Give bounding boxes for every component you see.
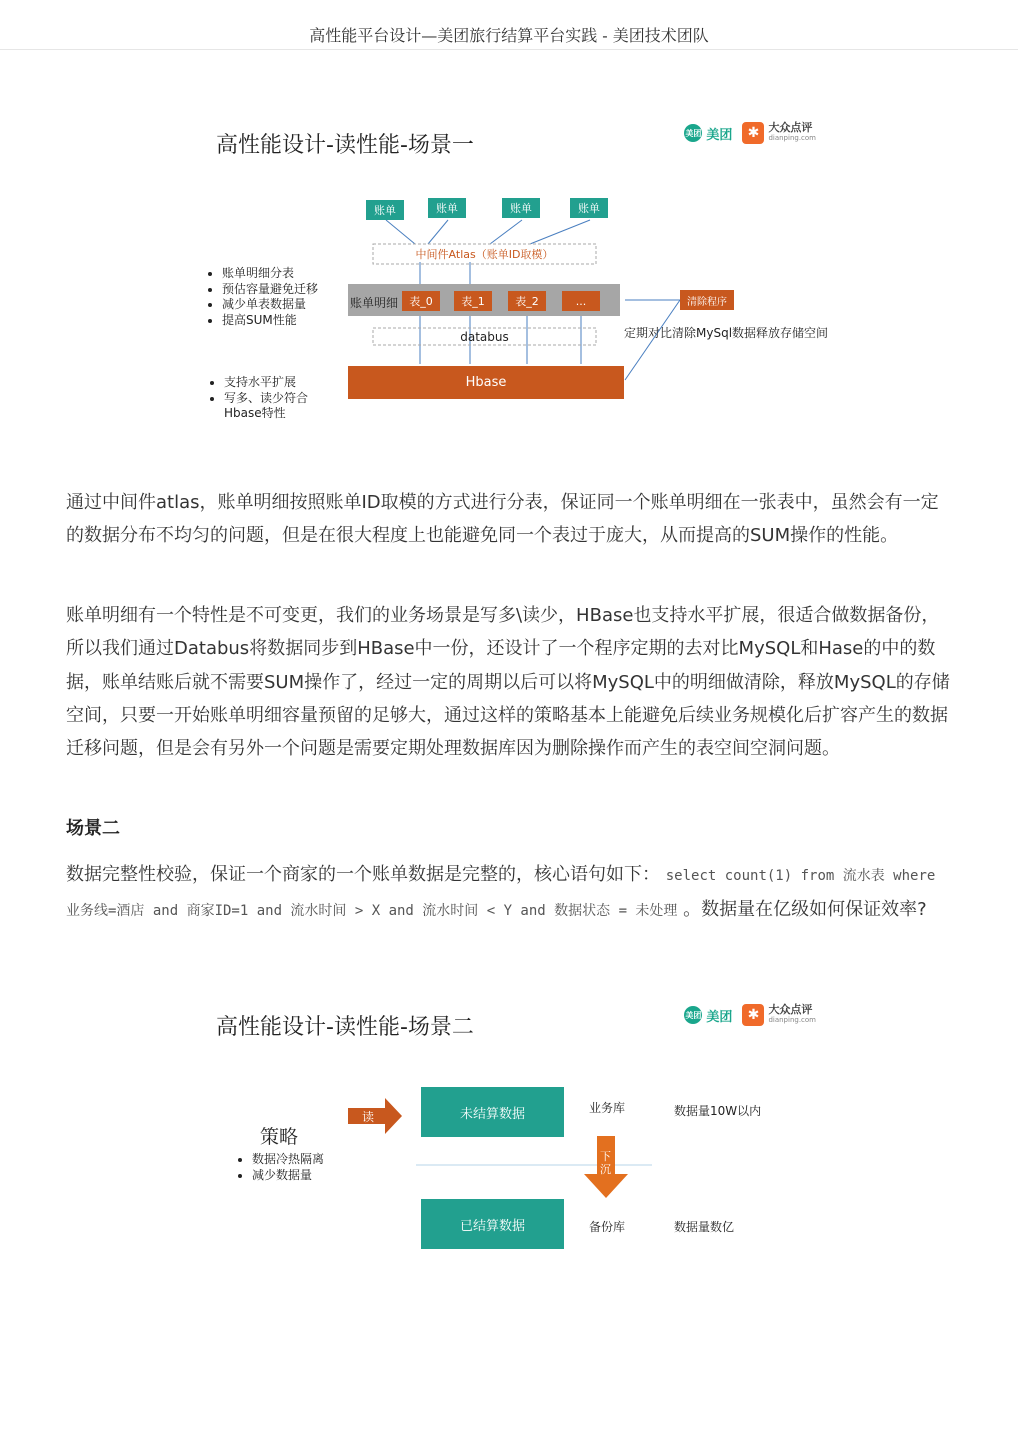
bullet-item: • 写多、读少符合 xyxy=(224,391,308,407)
middleware-atlas: 中间件Atlas（账单ID取模） xyxy=(415,248,554,261)
bill-box-2: 账单 xyxy=(428,198,466,218)
sql-code: select count(1) from 流水表 where 业务线=酒店 and 商家ID=1 and 流水时间 > X and 流水时间 < Y and 数据状态 = 未处理 xyxy=(66,868,936,920)
bullet-item: • 支持水平扩展 xyxy=(224,375,308,391)
table-0: 表_0 xyxy=(402,291,440,311)
paragraph-3 xyxy=(66,858,956,929)
paragraph-2: 账单明细有一个特性是不可变更，我们的业务场景是写多\读少，HBase也支持水平扩展，很适合做数据备份，所以我们通过Databus将数据同步到HBase中一份，还设计了一个程序定期的去对比MySQL和Hase的中的数据，账单结账后就不需要SUM操作了，经过一定的周期以后可以将MySQL中的明细做清除，释放MySQL的存储空间，只要一开始账单明细容量预留的足够大，通过这样的策略基本上能避免后续业务规模化后扩容产生的数据迁移问题，但是会有另外一个问题是需要定期处理数据库因为删除操作而产生的表空间空洞问题。 xyxy=(66,605,950,760)
paragraph-1: 通过中间件atlas，账单明细按照账单ID取模的方式进行分表，保证同一个账单明细在一张表中，虽然会有一定的数据分布不均匀的问题，但是在很大程度上也能避免同一个表过于庞大，从而提高的SUM操作的性能。 xyxy=(66,492,939,547)
section-heading-scenario-2: 场景二 xyxy=(66,818,120,839)
backup-volume-label: 数据量数亿 xyxy=(674,1220,735,1234)
hbase-box: Hbase xyxy=(348,366,624,399)
bill-box-4: 账单 xyxy=(570,198,608,218)
bullet-item: • 减少数据量 xyxy=(252,1168,324,1184)
bullet-item: • 账单明细分表 xyxy=(222,266,318,282)
figure1-bullets-bottom xyxy=(206,375,308,422)
figure-read-scenario-1 xyxy=(200,110,840,430)
databus-label: databus xyxy=(460,329,509,344)
dianping-icon: ✱ xyxy=(742,122,764,144)
unsettled-data-box: 未结算数据 xyxy=(421,1087,564,1137)
dianping-icon: ✱ xyxy=(742,1004,764,1026)
figure-read-scenario-2 xyxy=(200,992,840,1262)
strategy-heading: 策略 xyxy=(260,1126,299,1148)
figure2-title: 高性能设计-读性能-场景二 xyxy=(216,1015,474,1040)
bill-box-1: 账单 xyxy=(366,200,404,220)
table-2: 表_2 xyxy=(508,291,546,311)
table-more: ... xyxy=(562,291,600,311)
backup-db-label: 备份库 xyxy=(589,1220,626,1234)
bullet-item: Hbase特性 xyxy=(224,406,286,420)
figure1-bullets-top xyxy=(204,266,318,328)
dianping-url: dianping.com xyxy=(768,134,816,142)
figure1-title: 高性能设计-读性能-场景一 xyxy=(216,133,474,158)
meituan-badge: 美团 xyxy=(684,1006,702,1024)
bill-box-3: 账单 xyxy=(502,198,540,218)
read-arrow-icon xyxy=(348,1098,402,1134)
meituan-badge: 美团 xyxy=(684,124,702,142)
cleaner-program: 清除程序 xyxy=(680,290,734,310)
paragraph-3-tail: 。数据量在亿级如何保证效率? xyxy=(683,899,927,921)
table-1: 表_1 xyxy=(454,291,492,311)
sink-label: 下沉 xyxy=(600,1150,611,1176)
meituan-logo-text: 美团 xyxy=(706,127,733,143)
detail-label: 账单明细 xyxy=(350,296,399,310)
page-header-title: 高性能平台设计—美团旅行结算平台实践 - 美团技术团队 xyxy=(309,26,709,45)
dianping-logo-text: 大众点评 xyxy=(768,1003,813,1016)
dianping-logo-text: 大众点评 xyxy=(768,121,813,134)
settled-data-box: 已结算数据 xyxy=(421,1199,564,1249)
bullet-item: • 提高SUM性能 xyxy=(222,313,318,329)
business-db-label: 业务库 xyxy=(589,1101,626,1115)
cleaner-note: 定期对比清除MySql数据释放存储空间 xyxy=(624,326,829,340)
bullet-item: • 预估容量避免迁移 xyxy=(222,282,318,298)
read-label: 读 xyxy=(362,1110,375,1124)
bullet-item: • 减少单表数据量 xyxy=(222,297,318,313)
bullet-item: • 数据冷热隔离 xyxy=(252,1152,324,1168)
meituan-logo-text: 美团 xyxy=(706,1009,733,1025)
page-header xyxy=(0,0,1018,50)
dianping-url: dianping.com xyxy=(768,1016,816,1024)
business-volume-label: 数据量10W以内 xyxy=(674,1104,762,1118)
paragraph-3-text: 数据完整性校验，保证一个商家的一个账单数据是完整的，核心语句如下： xyxy=(66,864,660,885)
